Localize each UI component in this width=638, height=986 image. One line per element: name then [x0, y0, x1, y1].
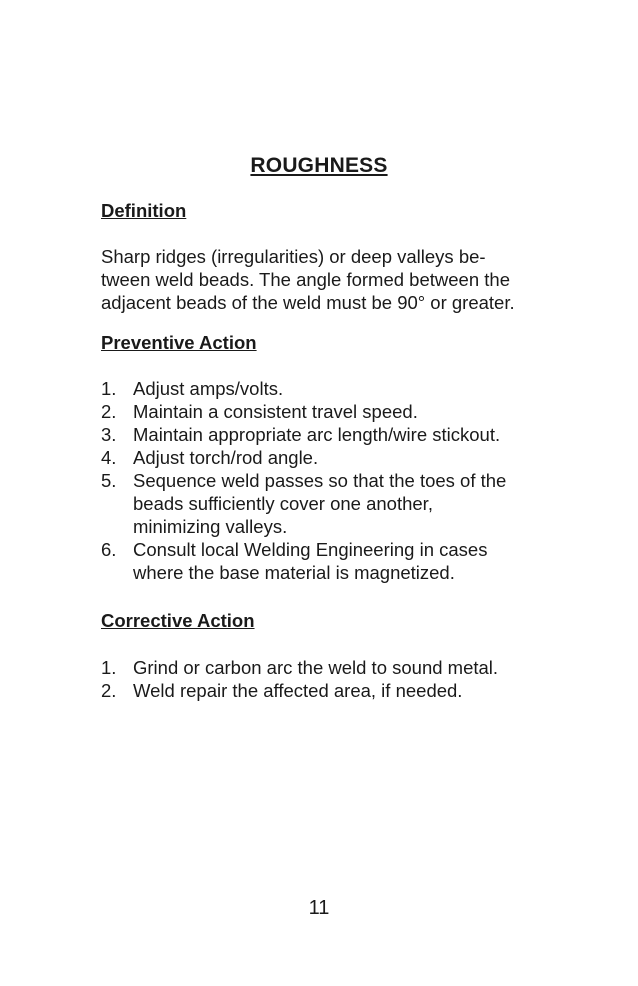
list-item	[101, 538, 561, 584]
list-item-text: Adjust amps/volts.	[133, 378, 284, 399]
list-item-number: 2.	[101, 401, 117, 422]
definition-line: tween weld beads. The angle formed between the	[101, 269, 510, 290]
page-title: ROUGHNESS	[250, 154, 388, 177]
list-item	[101, 377, 561, 400]
list-item-number: 3.	[101, 424, 117, 445]
preventive-action-heading: Preventive Action	[101, 332, 257, 353]
list-item	[101, 400, 561, 423]
list-item-number: 1.	[101, 657, 117, 678]
list-item-number: 1.	[101, 378, 117, 399]
list-item-number: 6.	[101, 539, 117, 560]
list-item-text: Sequence weld passes so that the toes of the	[133, 470, 507, 491]
list-item-text: Maintain a consistent travel speed.	[133, 401, 418, 422]
list-item-number: 4.	[101, 447, 117, 468]
list-item	[101, 656, 561, 679]
list-item	[101, 446, 561, 469]
preventive-action-list	[101, 377, 561, 584]
list-item-text: Maintain appropriate arc length/wire stickout.	[133, 424, 501, 445]
list-item-number: 5.	[101, 470, 117, 491]
list-item-text: minimizing valleys.	[133, 516, 288, 537]
list-item-text: beads sufficiently cover one another,	[133, 493, 433, 514]
definition-line: adjacent beads of the weld must be 90° or greater.	[101, 292, 515, 313]
list-item-number: 2.	[101, 680, 117, 701]
definition-heading: Definition	[101, 200, 187, 221]
definition-text	[101, 245, 551, 314]
corrective-action-heading: Corrective Action	[101, 610, 255, 631]
definition-line: Sharp ridges (irregularities) or deep valleys be-	[101, 246, 486, 267]
corrective-action-list	[101, 656, 561, 702]
list-item	[101, 469, 561, 538]
list-item	[101, 423, 561, 446]
list-item	[101, 679, 561, 702]
list-item-text: Consult local Welding Engineering in cases	[133, 539, 488, 560]
list-item-text: Weld repair the affected area, if needed.	[133, 680, 463, 701]
list-item-text: Adjust torch/rod angle.	[133, 447, 319, 468]
list-item-text: where the base material is magnetized.	[133, 562, 455, 583]
page-number: 11	[308, 897, 330, 919]
list-item-text: Grind or carbon arc the weld to sound metal.	[133, 657, 499, 678]
